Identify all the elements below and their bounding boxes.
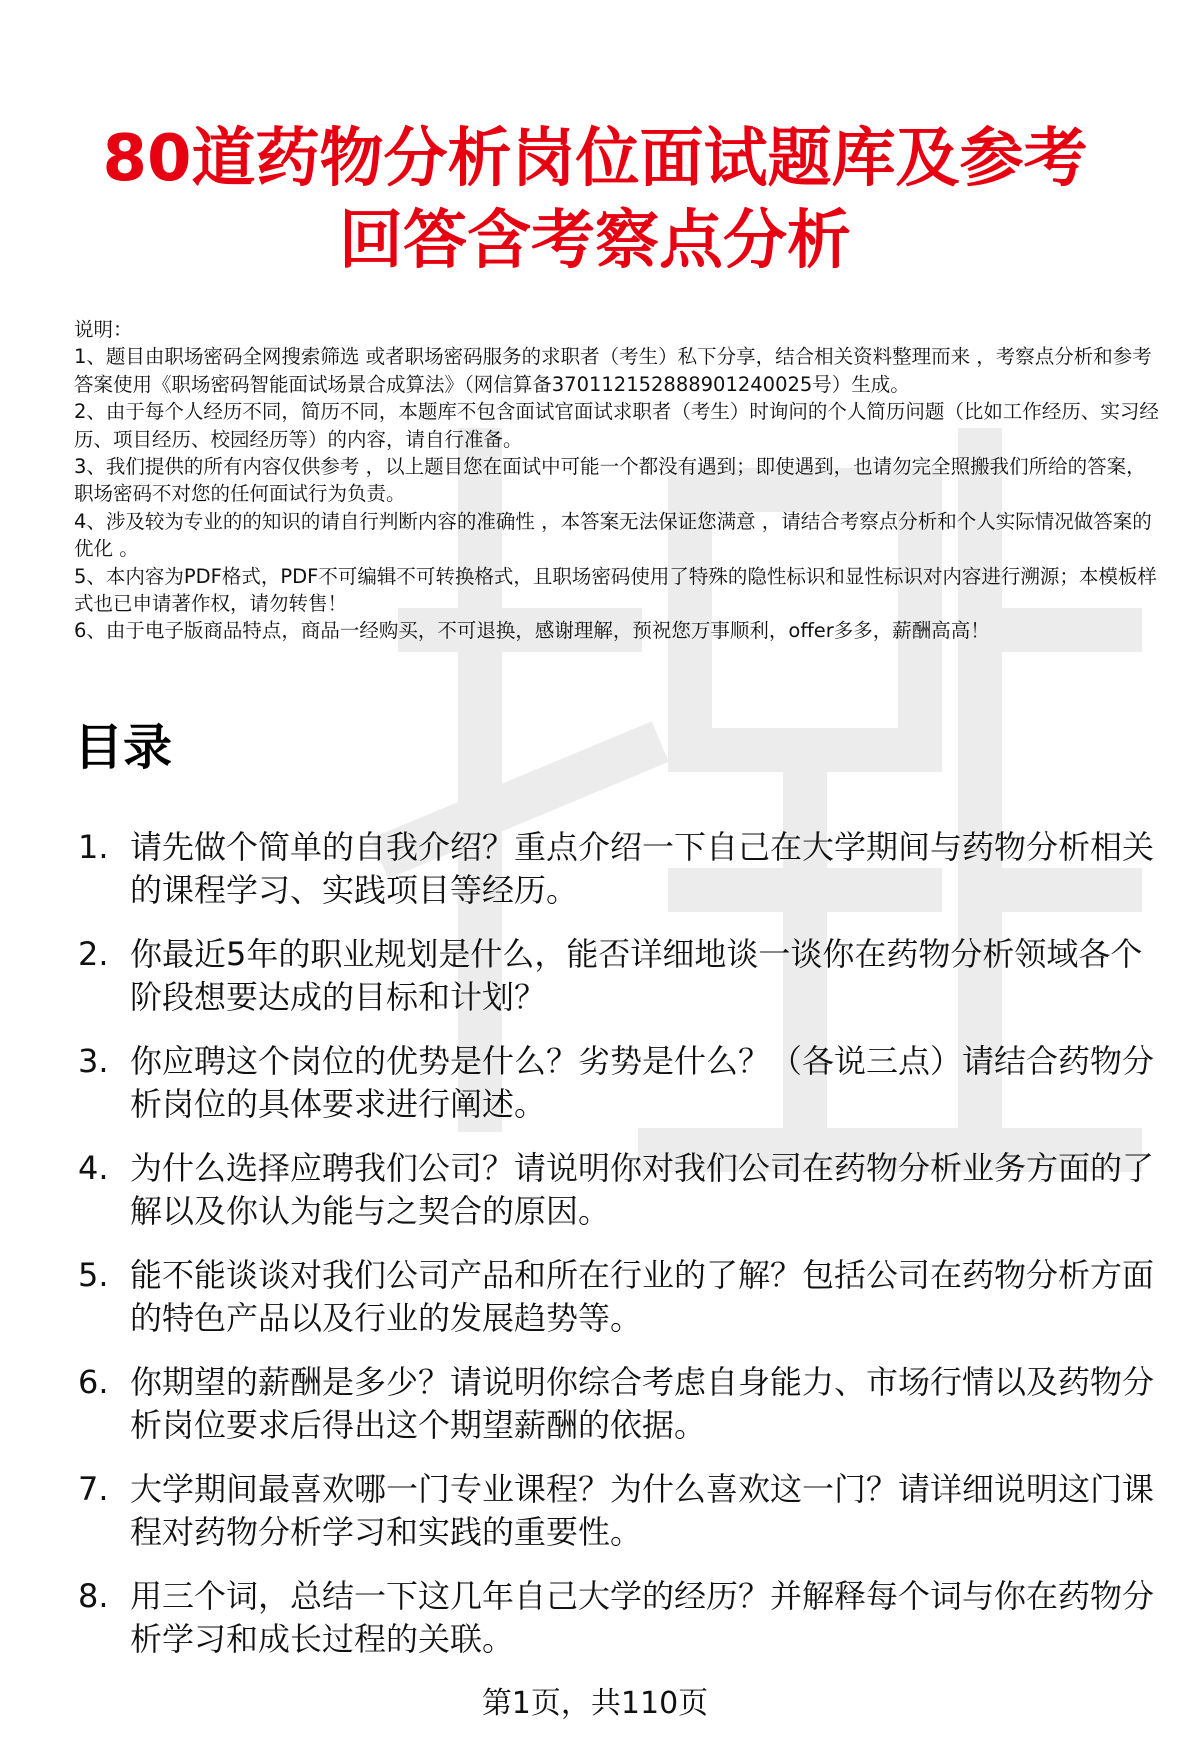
document-title: 80道药物分析岗位面试题库及参考回答含考察点分析 [102,122,1088,278]
toc-item-6[interactable] [78,1361,1168,1447]
toc-item-text: 你应聘这个岗位的优势是什么？劣势是什么？（各说三点）请结合药物分析岗位的具体要求进行阐述。 [130,1042,1155,1123]
note-item-4: 4、涉及较为专业的的知识的请自行判断内容的准确性 ，本答案无法保证您满意 ，请结合考察点分析和个人实际情况做答案的优化 。 [74,509,1152,561]
page-footer: 第1页，共110页 [481,1686,709,1721]
toc-item-number: 8. [78,1577,109,1615]
toc-item-4[interactable] [78,1147,1168,1233]
toc-item-number: 7. [78,1470,109,1508]
toc-item-number: 2. [78,935,109,973]
notes-section [74,316,1164,645]
toc-item-text: 大学期间最喜欢哪一门专业课程？为什么喜欢这一门？请详细说明这门课程对药物分析学习和实践的重要性。 [130,1470,1155,1551]
toc-item-number: 4. [78,1149,109,1187]
toc-list [78,826,1168,1682]
toc-item-number: 5. [78,1256,109,1294]
toc-item-number: 1. [78,828,109,866]
toc-item-text: 你最近5年的职业规划是什么，能否详细地谈一谈你在药物分析领域各个阶段想要达成的目标和计划？ [130,935,1143,1016]
toc-item-text: 用三个词，总结一下这几年自己大学的经历？并解释每个词与你在药物分析学习和成长过程的关联。 [130,1577,1155,1658]
toc-item-number: 3. [78,1042,109,1080]
toc-item-1[interactable] [78,826,1168,912]
toc-item-3[interactable] [78,1040,1168,1126]
toc-item-8[interactable] [78,1575,1168,1661]
toc-item-text: 能不能谈谈对我们公司产品和所在行业的了解？包括公司在药物分析方面的特色产品以及行业的发展趋势等。 [130,1256,1155,1337]
toc-item-text: 请先做个简单的自我介绍？重点介绍一下自己在大学期间与药物分析相关的课程学习、实践项目等经历。 [130,828,1155,909]
note-item-6: 6、由于电子版商品特点，商品一经购买，不可退换，感谢理解，预祝您万事顺利，offer多多，薪酬高高！ [74,619,990,643]
toc-item-7[interactable] [78,1468,1168,1554]
notes-heading: 说明： [74,318,133,341]
note-item-2: 2、由于每个人经历不同，简历不同，本题库不包含面试官面试求职者（考生）时询问的个人简历问题（比如工作经历、实习经历、项目经历、校园经历等）的内容，请自行准备。 [74,400,1159,451]
toc-item-text: 为什么选择应聘我们公司？请说明你对我们公司在药物分析业务方面的了解以及你认为能与之契合的原因。 [130,1149,1155,1230]
note-item-5: 5、本内容为PDF格式，PDF不可编辑不可转换格式，且职场密码使用了特殊的隐性标识和显性标识对内容进行溯源；本模板样式也已申请著作权，请勿转售！ [74,564,1157,616]
toc-item-5[interactable] [78,1254,1168,1340]
toc-heading: 目录 [74,719,173,776]
note-item-3: 3、我们提供的所有内容仅供参考 ，以上题目您在面试中可能一个都没有遇到；即使遇到，也请勿完全照搬我们所给的答案，职场密码不对您的任何面试行为负责。 [74,455,1146,506]
note-item-1: 1、题目由职场密码全网搜索筛选 或者职场密码服务的求职者（考生）私下分享，结合相关资料整理而来 ，考察点分析和参考答案使用《职场密码智能面试场景合成算法》（网信算备370112152888901240025号）生成。 [74,345,1152,396]
toc-item-text: 你期望的薪酬是多少？请说明你综合考虑自身能力、市场行情以及药物分析岗位要求后得出这个期望薪酬的依据。 [130,1363,1155,1444]
toc-item-2[interactable] [78,933,1168,1019]
toc-item-number: 6. [78,1363,109,1401]
